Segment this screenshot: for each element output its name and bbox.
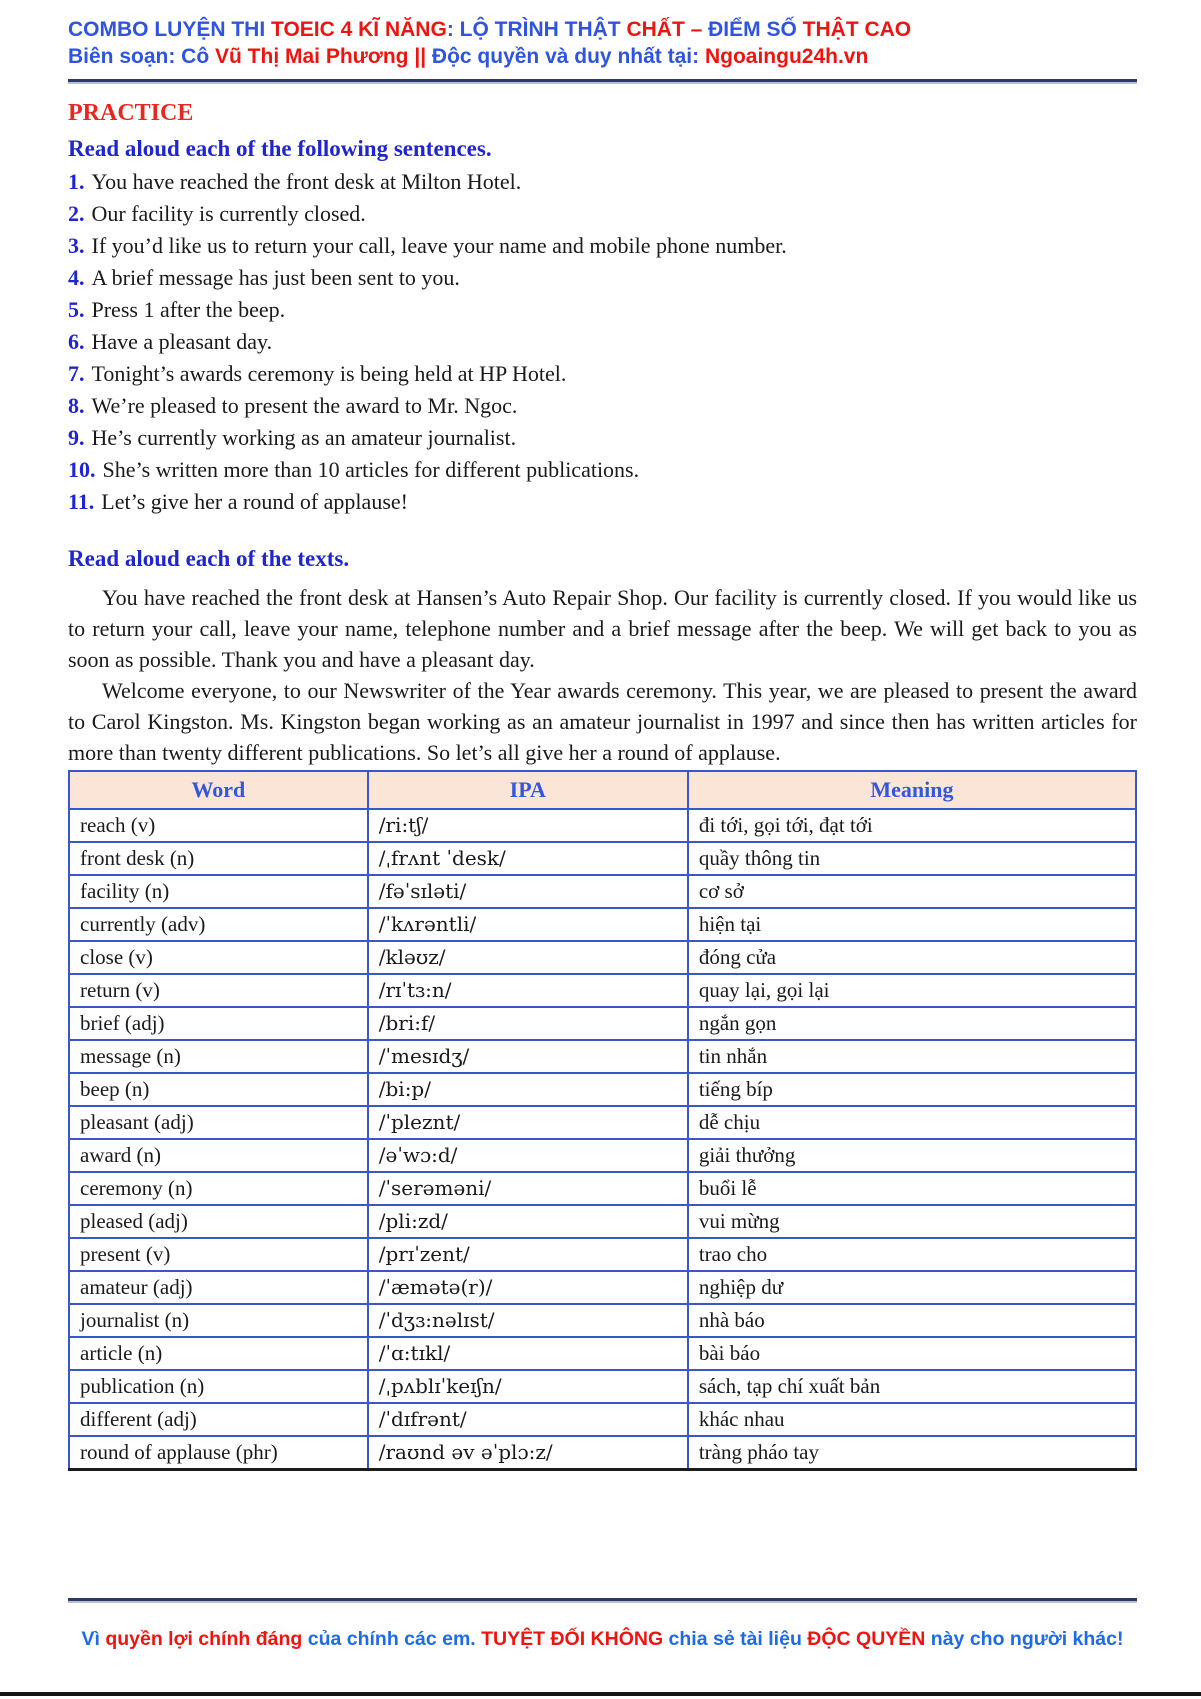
meaning-cell: khác nhau	[688, 1403, 1136, 1436]
ipa-cell: /bri:f/	[368, 1007, 688, 1040]
paragraph: You have reached the front desk at Hansen’s Auto Repair Shop. Our facility is currently closed. If you would like us to return your call, leave your name, telephone number and a brief message after the beep. We will get back to you as soon as possible. Thank you and have a pleasant day.	[68, 585, 1137, 672]
sentence-text: Let’s give her a round of applause!	[101, 489, 408, 514]
sentence-number: 3.	[68, 233, 85, 258]
sentence-number: 1.	[68, 169, 85, 194]
ipa-cell: /bi:p/	[368, 1073, 688, 1106]
meaning-cell: quay lại, gọi lại	[688, 974, 1136, 1007]
table-row	[69, 1403, 1136, 1436]
ipa-cell: /kləʊz/	[368, 941, 688, 974]
word-cell: currently (adv)	[69, 908, 368, 941]
word-cell: brief (adj)	[69, 1007, 368, 1040]
word-cell: pleasant (adj)	[69, 1106, 368, 1139]
word-cell: publication (n)	[69, 1370, 368, 1403]
ipa-cell: /əˈwɔ:d/	[368, 1139, 688, 1172]
meaning-cell: đi tới, gọi tới, đạt tới	[688, 809, 1136, 842]
text-segment: chia sẻ tài liệu	[668, 1628, 808, 1650]
text-segment: Độc quyền và duy nhất tại:	[431, 45, 705, 68]
text-segment: : LỘ TRÌNH THẬT	[446, 18, 627, 41]
meaning-cell: đóng cửa	[688, 941, 1136, 974]
table-row	[69, 1271, 1136, 1304]
ipa-cell: /ˈpleznt/	[368, 1106, 688, 1139]
texts-paragraphs	[68, 582, 1137, 768]
header-line-2	[68, 43, 1137, 70]
meaning-cell: cơ sở	[688, 875, 1136, 908]
vocab-header-row	[69, 771, 1136, 809]
paragraph: Welcome everyone, to our Newswriter of the Year awards ceremony. This year, we are pleased to present the award to Carol Kingston. Ms. Kingston began working as an amateur journalist in 1997 and since then has written articles for more than twenty different publications. So let’s all give her a round of applause.	[68, 678, 1137, 765]
vocab-table-body	[69, 809, 1136, 1470]
ipa-cell: /fəˈsɪləti/	[368, 875, 688, 908]
meaning-cell: dễ chịu	[688, 1106, 1136, 1139]
table-row	[69, 1370, 1136, 1403]
meaning-cell: buổi lễ	[688, 1172, 1136, 1205]
ipa-cell: /ˌfrʌnt ˈdesk/	[368, 842, 688, 875]
meaning-cell: hiện tại	[688, 908, 1136, 941]
text-segment: của chính các em.	[307, 1628, 482, 1650]
sentence-text: A brief message has just been sent to you.	[91, 265, 460, 290]
word-cell: close (v)	[69, 941, 368, 974]
ipa-cell: /raʊnd əv əˈplɔ:z/	[368, 1436, 688, 1470]
sentence-number: 10.	[68, 457, 96, 482]
ipa-cell: /rɪˈtɜ:n/	[368, 974, 688, 1007]
sentence-item	[68, 299, 1137, 321]
table-row	[69, 1205, 1136, 1238]
word-cell: article (n)	[69, 1337, 368, 1370]
meaning-cell: tràng pháo tay	[688, 1436, 1136, 1470]
word-cell: beep (n)	[69, 1073, 368, 1106]
sentence-text: Tonight’s awards ceremony is being held at HP Hotel.	[91, 361, 567, 386]
table-row	[69, 1337, 1136, 1370]
practice-heading: PRACTICE	[68, 100, 194, 126]
header-divider	[68, 79, 1137, 82]
text-segment: CHẤT –	[626, 18, 709, 41]
sentence-number: 7.	[68, 361, 85, 386]
word-cell: ceremony (n)	[69, 1172, 368, 1205]
text-segment: này cho người khác!	[930, 1628, 1124, 1650]
table-row	[69, 1436, 1136, 1470]
document-header	[68, 16, 1137, 82]
ipa-cell: /ˈdɪfrənt/	[368, 1403, 688, 1436]
meaning-cell: ngắn gọn	[688, 1007, 1136, 1040]
text-segment: Vì	[81, 1628, 106, 1650]
meaning-cell: sách, tạp chí xuất bản	[688, 1370, 1136, 1403]
word-cell: facility (n)	[69, 875, 368, 908]
sentence-number: 6.	[68, 329, 85, 354]
word-cell: different (adj)	[69, 1403, 368, 1436]
ipa-cell: /ˈserəməni/	[368, 1172, 688, 1205]
word-cell: amateur (adj)	[69, 1271, 368, 1304]
meaning-cell: tin nhắn	[688, 1040, 1136, 1073]
sentence-item	[68, 363, 1137, 385]
sentence-number: 5.	[68, 297, 85, 322]
meaning-cell: quầy thông tin	[688, 842, 1136, 875]
page-content	[68, 0, 1137, 1471]
text-segment: Ngoaingu24h.vn	[704, 45, 869, 68]
sentence-number: 8.	[68, 393, 85, 418]
ipa-cell: /ˈdʒɜ:nəlɪst/	[368, 1304, 688, 1337]
texts-heading: Read aloud each of the texts.	[68, 546, 350, 571]
table-row	[69, 1139, 1136, 1172]
footer-notice	[68, 1627, 1137, 1652]
sentence-text: We’re pleased to present the award to Mr. Ngoc.	[91, 393, 518, 418]
meaning-cell: nhà báo	[688, 1304, 1136, 1337]
sentence-text: Press 1 after the beep.	[91, 297, 286, 322]
word-cell: journalist (n)	[69, 1304, 368, 1337]
sentence-number: 4.	[68, 265, 85, 290]
word-cell: present (v)	[69, 1238, 368, 1271]
meaning-cell: tiếng bíp	[688, 1073, 1136, 1106]
table-row	[69, 974, 1136, 1007]
word-cell: message (n)	[69, 1040, 368, 1073]
table-row	[69, 1304, 1136, 1337]
word-cell: award (n)	[69, 1139, 368, 1172]
page-bottom-edge	[0, 1692, 1201, 1696]
sentence-text: Our facility is currently closed.	[91, 201, 366, 226]
vocab-column-header: Word	[69, 771, 368, 809]
sentence-number: 2.	[68, 201, 85, 226]
footer-divider	[68, 1598, 1137, 1601]
word-cell: front desk (n)	[69, 842, 368, 875]
ipa-cell: /prɪˈzent/	[368, 1238, 688, 1271]
vocab-column-header: IPA	[368, 771, 688, 809]
sentence-item	[68, 267, 1137, 289]
ipa-cell: /ˈæmətə(r)/	[368, 1271, 688, 1304]
sentence-text: Have a pleasant day.	[91, 329, 273, 354]
table-row	[69, 809, 1136, 842]
sentence-number: 9.	[68, 425, 85, 450]
word-cell: reach (v)	[69, 809, 368, 842]
vocab-table	[68, 770, 1137, 1471]
sentence-text: He’s currently working as an amateur journalist.	[91, 425, 517, 450]
sentence-item	[68, 203, 1137, 225]
text-segment: THẬT CAO	[802, 18, 912, 41]
text-segment: quyền lợi chính đáng	[105, 1628, 308, 1650]
table-row	[69, 1172, 1136, 1205]
sentences-heading: Read aloud each of the following sentences.	[68, 136, 492, 161]
table-row	[69, 842, 1136, 875]
text-segment: ĐIỂM SỐ	[708, 18, 803, 41]
ipa-cell: /pli:zd/	[368, 1205, 688, 1238]
text-segment: ĐỘC QUYỀN	[807, 1628, 931, 1650]
table-row	[69, 875, 1136, 908]
sentence-item	[68, 395, 1137, 417]
sentence-item	[68, 459, 1137, 481]
word-cell: round of applause (phr)	[69, 1436, 368, 1470]
meaning-cell: giải thưởng	[688, 1139, 1136, 1172]
table-row	[69, 1106, 1136, 1139]
sentence-number: 11.	[68, 489, 95, 514]
document-footer	[68, 1598, 1137, 1652]
ipa-cell: /ˌpʌblɪˈkeɪʃn/	[368, 1370, 688, 1403]
text-segment: Biên soạn: Cô	[68, 45, 216, 68]
sentence-item	[68, 331, 1137, 353]
header-line-1	[68, 16, 1137, 43]
sentence-item	[68, 427, 1137, 449]
table-row	[69, 1238, 1136, 1271]
text-segment: ||	[414, 45, 432, 68]
text-segment: TUYỆT ĐỐI KHÔNG	[481, 1628, 669, 1650]
sentence-text: She’s written more than 10 articles for different publications.	[102, 457, 640, 482]
sentence-item	[68, 235, 1137, 257]
ipa-cell: /ˈkʌrəntli/	[368, 908, 688, 941]
ipa-cell: /ˈmesɪdʒ/	[368, 1040, 688, 1073]
table-row	[69, 1040, 1136, 1073]
table-row	[69, 1007, 1136, 1040]
sentence-text: If you’d like us to return your call, leave your name and mobile phone number.	[91, 233, 787, 258]
meaning-cell: trao cho	[688, 1238, 1136, 1271]
word-cell: return (v)	[69, 974, 368, 1007]
meaning-cell: bài báo	[688, 1337, 1136, 1370]
sentence-item	[68, 491, 1137, 513]
vocab-column-header: Meaning	[688, 771, 1136, 809]
table-row	[69, 1073, 1136, 1106]
table-row	[69, 908, 1136, 941]
sentence-list	[68, 171, 1137, 513]
sentence-text: You have reached the front desk at Milton Hotel.	[91, 169, 522, 194]
text-segment: TOEIC 4 KĨ NĂNG	[271, 18, 447, 41]
text-segment: COMBO LUYỆN THI	[68, 18, 271, 41]
word-cell: pleased (adj)	[69, 1205, 368, 1238]
ipa-cell: /ˈɑ:tɪkl/	[368, 1337, 688, 1370]
meaning-cell: nghiệp dư	[688, 1271, 1136, 1304]
text-segment: Vũ Thị Mai Phương	[215, 45, 415, 68]
meaning-cell: vui mừng	[688, 1205, 1136, 1238]
table-row	[69, 941, 1136, 974]
vocab-table-head	[69, 771, 1136, 809]
ipa-cell: /ri:tʃ/	[368, 809, 688, 842]
sentence-item	[68, 171, 1137, 193]
